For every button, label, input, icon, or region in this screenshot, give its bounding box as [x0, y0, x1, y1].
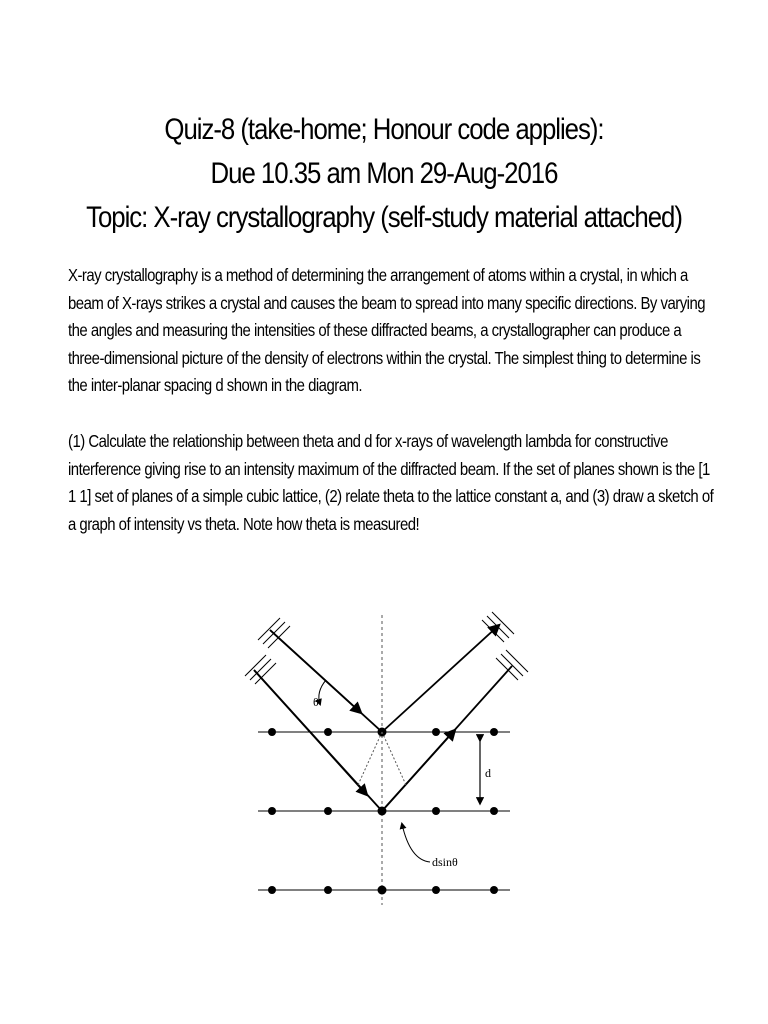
- theta-angle-arc: [319, 680, 326, 704]
- question-paragraph: [68, 428, 716, 538]
- dsin-callout-line: [402, 824, 430, 862]
- dsin-theta-label: dsinθ: [432, 855, 458, 869]
- title-line-3: Topic: X-ray crystallography (self-study material attached): [86, 201, 682, 234]
- intro-paragraph: [68, 262, 716, 400]
- diffracted-ray-2-arrow: [382, 731, 454, 811]
- title-line-2: Due 10.35 am Mon 29-Aug-2016: [210, 157, 558, 190]
- title-line-1: Quiz-8 (take-home; Honour code applies):: [164, 113, 604, 146]
- incident-wavefronts: [245, 618, 290, 684]
- question-paragraph-text: (1) Calculate the relationship between theta and d for x-rays of wavelength lambda for constructive interference giving rise to an intensity maximum of the diffracted beam. If the set of planes shown is the [1 1 1] set of planes of a simple cubic lattice, (2) relate theta to the lattice constant a, and (3) draw a sketch of a graph of intensity vs theta. Note how theta is measured!: [68, 431, 714, 534]
- theta-label: θ: [313, 695, 319, 709]
- intro-paragraph-text: X-ray crystallography is a method of determining the arrangement of atoms within a crystal, in which a beam of X-rays strikes a crystal and causes the beam to spread into many specific directions. By varying the angles and measuring the intensities of these diffracted beams, a crystallographer can produce a three-dimensional picture of the density of electrons within the crystal. The simplest thing to determine is the inter-planar spacing d shown in the diagram.: [68, 265, 706, 395]
- diffracted-ray-1: [382, 626, 498, 732]
- path-difference-left: [358, 732, 382, 785]
- quiz-title: [0, 108, 768, 240]
- diffracted-wavefronts: [482, 612, 528, 680]
- path-difference-right: [382, 732, 406, 785]
- bragg-diffraction-diagram: [240, 610, 530, 910]
- d-label: d: [485, 766, 491, 780]
